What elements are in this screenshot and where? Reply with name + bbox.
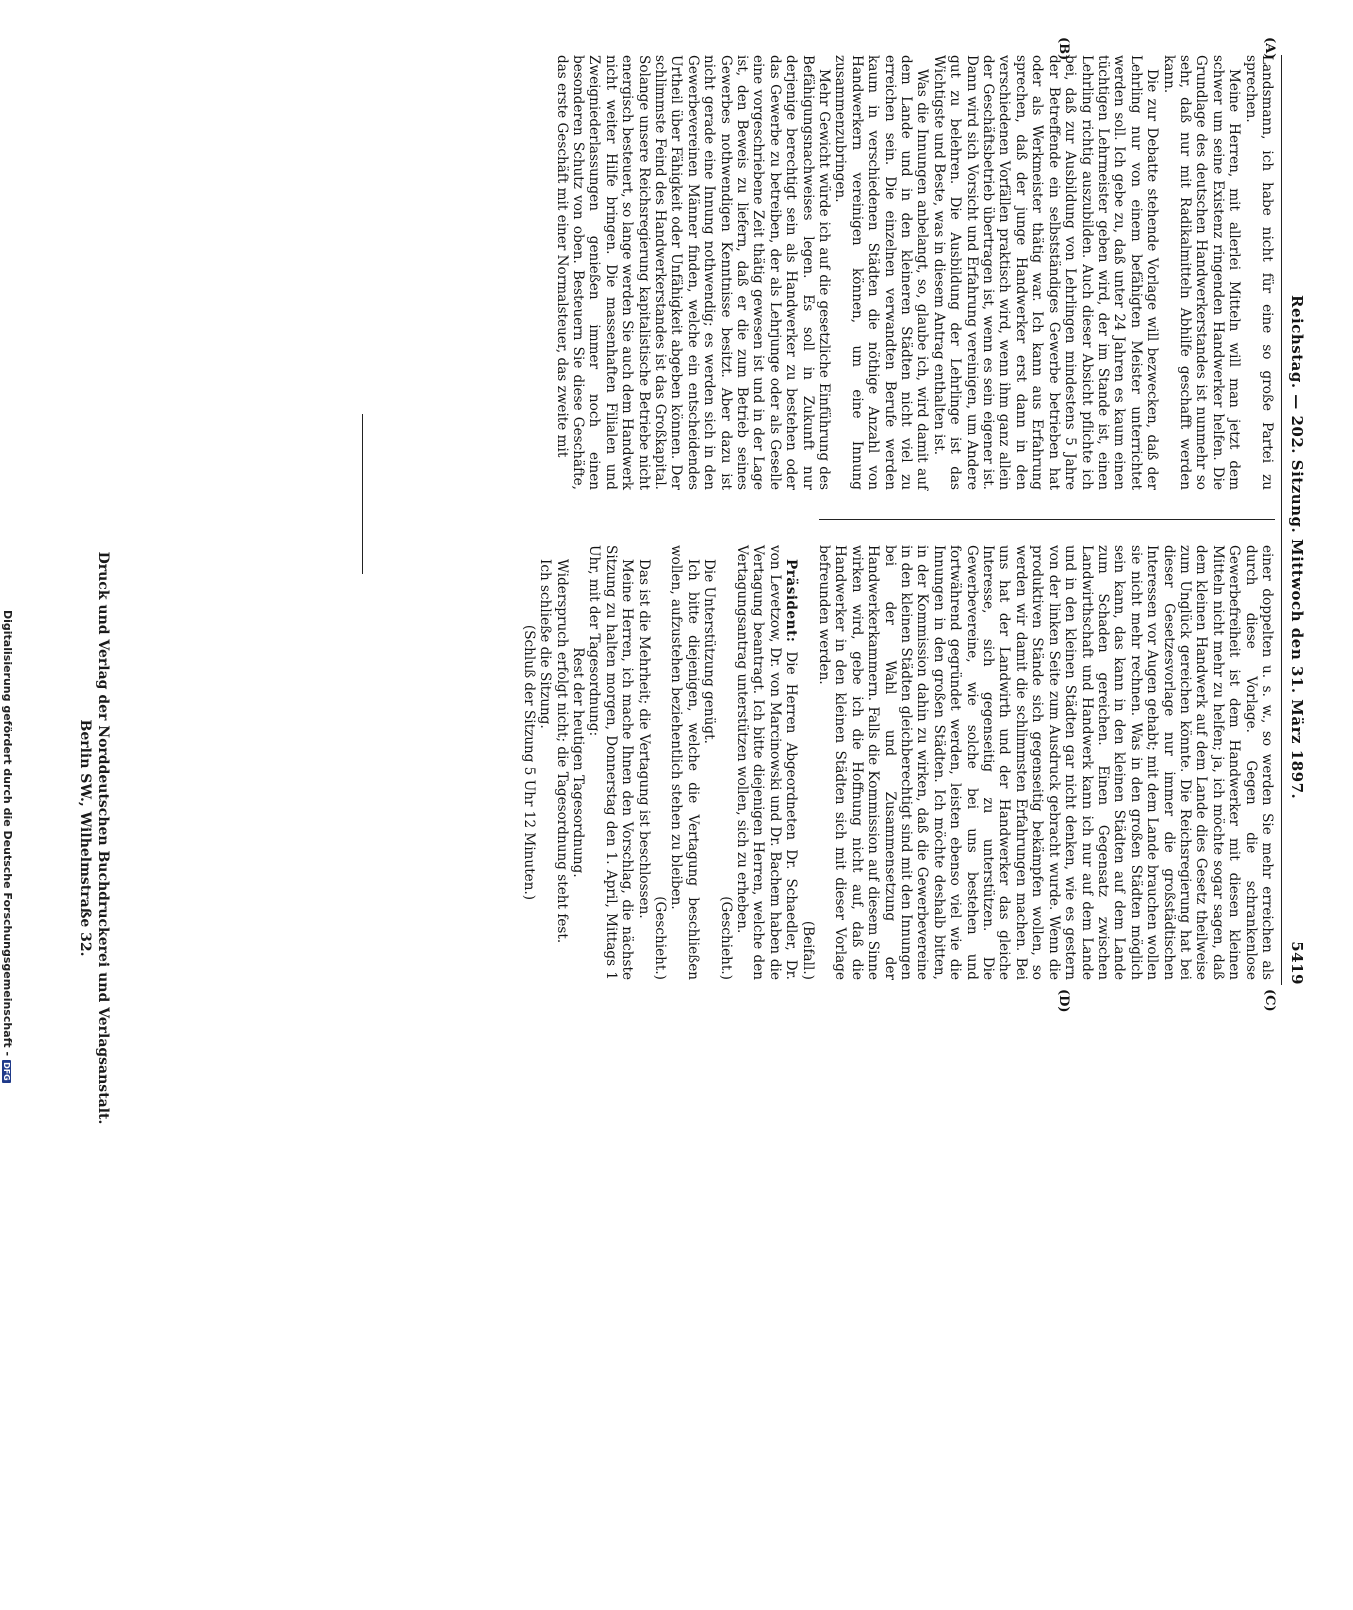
paragraph: Widerspruch erfolgt nicht; die Tagesordnung steht fest.	[553, 559, 570, 944]
paragraph: einer doppelten u. s. w., so werden Sie mehr erreichen als durch diese Vorlage. Gegen die schrankenlose Gewerbefreiheit ist dem Handwerker mit diesen kleinen Mitteln nicht mehr zu helfen; ja, ich möchte sogar sagen, daß dem kleinen Handwerk auf dem Lande dies Gesetz theilweise zum Unglück gereichen könnte. Die Reichsregierung hat bei dieser Gesetzesvorlage nur immer die großstädtischen Interessen vor Augen gehabt; mit dem Lande brauchen wollen sie nicht mehr rechnen. Was in den großen Städten möglich sein kann, das kann in den kleinen Städten auf dem Lande zum Schaden gereichen. Einen Gegensatz zwischen Landwirthschaft und Handwerk kann ich nur auf dem Lande und in den kleinen Städten gar nicht denken, wie es gestern von der linken Seite zum Ausdruck gebracht wurde. Wenn die produktiven Stände sich gegenseitig bekämpfen wollen, so werden wir damit die schlimmsten Erfahrungen machen. Bei uns hat der Landwirth und der Handwerker das gleiche Interesse, sich gegenseitig zu unterstützen. Die Gewerbevereine, wie solche bei uns bestehen und fortwährend gegründet werden, leisten ebenso viel wie die Innungen in den großen Städten. Ich möchte deshalb bitten, in der Kommission dahin zu wirken, daß die Gewerbevereine in den kleinen Städten gleichberechtigt sind mit den Innungen bei der Wahl und Zusammensetzung der Handwerkerkammern. Falls die Kommission auf diesem Sinne wirken wird, gebe ich die Hoffnung nicht auf, daß die Handwerker in den kleinen Städten sich mit dieser Vorlage befreunden werden.	[816, 545, 1275, 980]
margin-marker-d: (D)	[1056, 989, 1071, 1013]
header-rule	[1281, 55, 1282, 985]
dfg-logo-icon: DFG	[2, 1062, 11, 1081]
paragraph: Ich bitte diejenigen, welche die Vertagung beschließen wollen, aufzustehen beziehentlich stehen zu bleiben.	[668, 545, 701, 980]
footer-strip	[1, 610, 14, 1610]
speaker-label: Präsident:	[783, 559, 800, 643]
paragraph: Die Herren Abgeordneten Dr. Schaedler, Dr. von Levetzow, Dr. von Marcinowski und Dr. Bachem haben die Vertagung beantragt. Ich bitte diejenigen Herren, welche den Vertagungsantrag unterstützen wollen, sich zu erheben.	[734, 545, 800, 980]
right-column	[520, 545, 1275, 980]
stage-direction: (Beifall.)	[799, 920, 816, 980]
page-rule-lower	[362, 414, 363, 574]
margin-marker-b: (B)	[1056, 37, 1071, 61]
page-number: 5419	[1288, 941, 1306, 985]
paragraph: Meine Herren, mit allerlei Mitteln will man jetzt dem schwer um seine Existenz ringenden Handwerker helfen. Die Grundlage des deutschen Handwerkerstandes ist nunmehr so sehr, daß nur mit Radikalmitteln Abhilfe geschafft werden kann.	[1160, 55, 1243, 490]
page-title: Reichstag. — 202. Sitzung. Mittwoch den 31. März 1897.	[1288, 295, 1306, 800]
imprint-line-1: Druck und Verlag der Norddeutschen Buchdruckerei und Verlagsanstalt.	[95, 551, 111, 1125]
stage-direction: (Geschieht.)	[717, 896, 734, 980]
column-divider	[819, 519, 1275, 520]
paragraph: Die zur Debatte stehende Vorlage will bezwecken, daß der Lehrling nur von einem befähigten Meister unterrichtet werden soll. Ich gebe zu, daß unter 24 Jahren es kaum einen tüchtigen Lehrmeister geben wird, der im Stande ist, einen Lehrling richtig auszubilden. Auch dieser Absicht pflichte ich bei, daß zur Ausbildung von Lehrlingen mindestens 5 Jahre der Betreffende ein selbstständiges Gewerbe betrieben hat oder als Werkmeister thätig war. Ich kann aus Erfahrung sprechen, daß der junge Handwerker erst dann in den verschiedenen Vorfällen praktisch wird, wenn ihm ganz allein der Geschäftsbetrieb übertragen ist, wenn es sein eigener ist. Dann wird sich Vorsicht und Erfahrung vereinigen, um Andere gut zu belehren. Die Ausbildung der Lehrlinge ist das Wichtigste und Beste, was in diesem Antrag enthalten ist.	[930, 55, 1161, 490]
paragraph: Das ist die Mehrheit; die Vertagung ist beschlossen.	[635, 559, 652, 919]
paragraph: Die Unterstützung genügt.	[701, 559, 718, 744]
left-column	[553, 55, 1275, 490]
paragraph: Was die Innungen anbelangt, so, glaube ich, wird damit auf dem Lande und in den kleineren Städten nicht viel zu erreichen sein. Die einzelnen verwandten Berufe werden kaum in verschiedenen Städten die nöthige Anzahl von Handwerkern vereinigen können, um eine Innung zusammenzubringen.	[832, 55, 931, 490]
margin-marker-a: (A)	[1262, 37, 1277, 60]
stage-direction: (Geschieht.)	[651, 896, 668, 980]
paragraph: Ich schließe die Sitzung.	[537, 559, 554, 729]
president-paragraph	[734, 545, 800, 980]
session-close-note: (Schluß der Sitzung 5 Uhr 12 Minuten.)	[520, 624, 537, 901]
page-header	[1285, 55, 1305, 985]
paragraph: Meine Herren, ich mache Ihnen den Vorschlag, die nächste Sitzung zu halten morgen, Donnerstag den 1. April, Mittags 1 Uhr, mit der Tagesordnung:	[586, 545, 636, 980]
imprint-line-2: Berlin SW., Wilhelmstraße 32.	[77, 719, 93, 957]
margin-marker-c: (C)	[1262, 989, 1277, 1012]
paragraph: Mehr Gewicht würde ich auf die gesetzliche Einführung des Befähigungsnachweises legen. Es soll in Zukunft nur derjenige berechtigt sein als Handwerker zu bestehen oder das Gewerbe zu betreiben, der als Lehrjunge oder als Geselle eine vorgeschriebene Zeit thätig gewesen ist und in der Lage ist, den Beweis zu liefern, daß er die zum Betrieb seines Gewerbes nothwendigen Kenntnisse besitzt. Aber dazu ist nicht gerade eine Innung nothwendig; es werden sich in den Gewerbevereinen Männer finden, welche ein entscheidendes Urtheil über Fähigkeit oder Unfähigkeit abgeben können. Der schlimmste Feind des Handwerkerstandes ist das Großkapital. Solange unsere Reichsregierung kapitalistische Betriebe nicht energisch besteuert, so lange werden Sie auch dem Handwerk nicht weiter Hilfe bringen. Die massenhaften Filialen und Zweigniederlassungen genießen immer noch einen besonderen Schutz von oben. Besteuern Sie diese Geschäfte, das erste Geschäft mit einer Normalsteuer, das zweite mit	[553, 55, 833, 490]
document-page	[440, 37, 1315, 1013]
imprint	[76, 488, 112, 1188]
paragraph: Landsmann, ich habe nicht für eine so große Partei zu sprechen.	[1242, 55, 1275, 490]
agenda-item: Rest der heutigen Tagesordnung.	[569, 647, 586, 878]
footer-text: Digitalisierung gefördert durch die Deutsche Forschungsgemeinschaft -	[1, 610, 14, 1057]
